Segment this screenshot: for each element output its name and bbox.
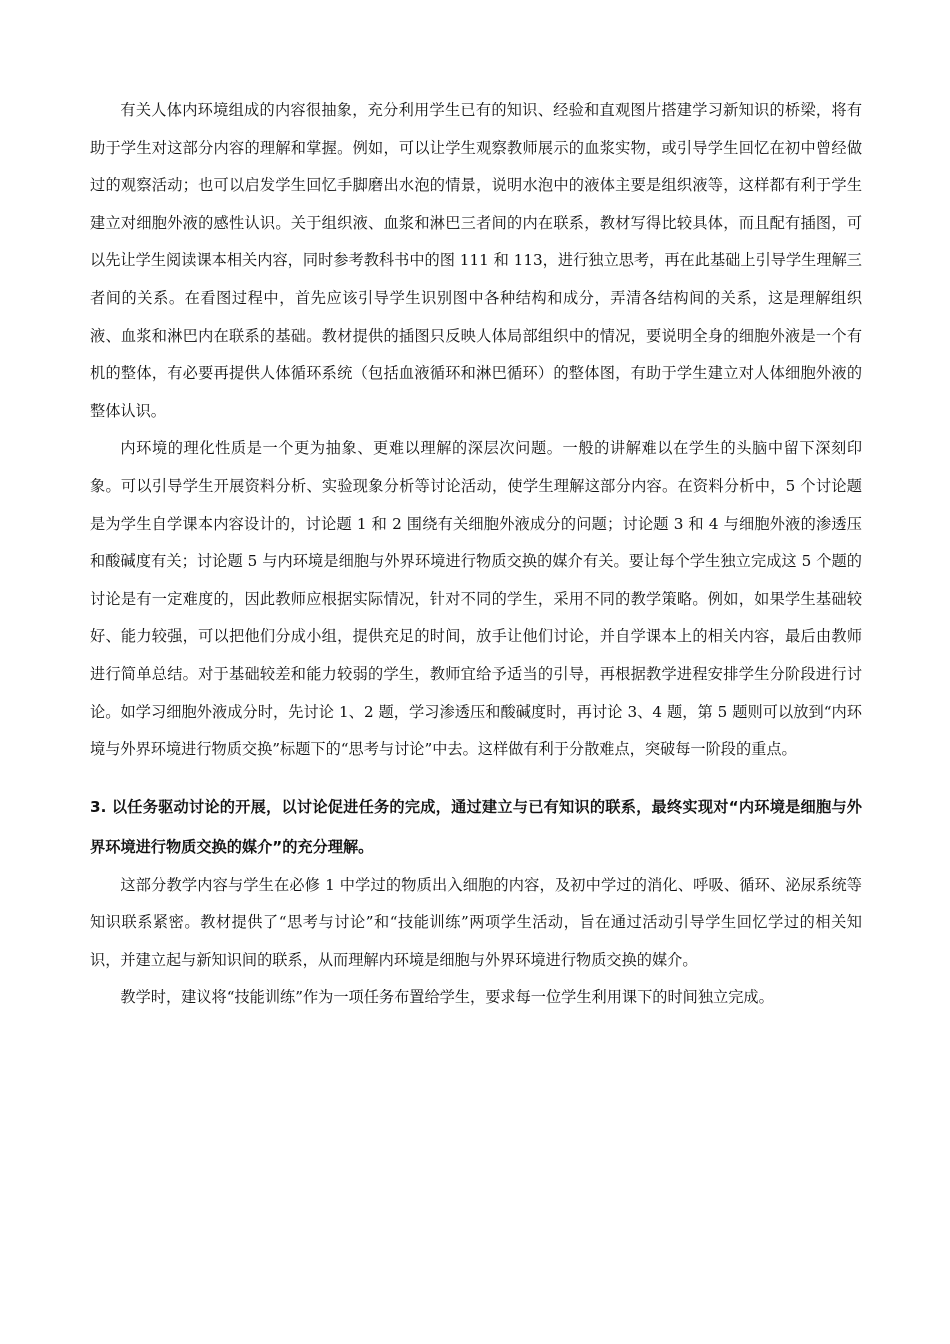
body-paragraph-physicochemical-properties: 内环境的理化性质是一个更为抽象、更难以理解的深层次问题。一般的讲解难以在学生的头脑中留下深刻印象。可以引导学生开展资料分析、实验现象分析等讨论活动，使学生理解这部分内容。在资料分析中，5 个讨论题是为学生自学课本内容设计的，讨论题 1 和 2 围绕有关细胞外液成分的问题；讨论题 3 和 4 与细胞外液的渗透压和酸碱度有关；讨论题 5 与内环境是细胞与外界环境进行物质交换的媒介有关。要让每个学生独立完成这 5 个题的讨论是有一定难度的，因此教师应根据实际情况，针对不同的学生，采用不同的教学策略。例如，如果学生基础较好、能力较强，可以把他们分成小组，提供充足的时间，放手让他们讨论，并自学课本上的相关内容，最后由教师进行简单总结。对于基础较差和能力较弱的学生，教师宜给予适当的引导，再根据教学进程安排学生分阶段进行讨论。如学习细胞外液成分时，先讨论 1、2 题，学习渗透压和酸碱度时，再讨论 3、4 题，第 5 题则可以放到“内环境与外界环境进行物质交换”标题下的“思考与讨论”中去。这样做有利于分散难点，突破每一阶段的重点。 (90, 439, 862, 759)
section-heading-3: 3. 以任务驱动讨论的开展，以讨论促进任务的完成，通过建立与已有知识的联系，最终实现对“内环境是细胞与外界环境进行物质交换的媒介”的充分理解。 (90, 797, 862, 856)
body-paragraph-internal-environment-composition: 有关人体内环境组成的内容很抽象，充分利用学生已有的知识、经验和直观图片搭建学习新知识的桥梁，将有助于学生对这部分内容的理解和掌握。例如，可以让学生观察教师展示的血浆实物，或引导学生回忆在初中曾经做过的观察活动；也可以启发学生回忆手脚磨出水泡的情景，说明水泡中的液体主要是组织液等，这样都有利于学生建立对细胞外液的感性认识。关于组织液、血浆和淋巴三者间的内在联系，教材写得比较具体，而且配有插图，可以先让学生阅读课本相关内容，同时参考教科书中的图 111 和 113，进行独立思考，再在此基础上引导学生理解三者间的关系。在看图过程中，首先应该引导学生识别图中各种结构和成分，弄清各结构间的关系，这是理解组织液、血浆和淋巴内在联系的基础。教材提供的插图只反映人体局部组织中的情况，要说明全身的细胞外液是一个有机的整体，有必要再提供人体循环系统（包括血液循环和淋巴循环）的整体图，有助于学生建立对人体细胞外液的整体认识。 (90, 101, 862, 420)
document-body (90, 92, 862, 1017)
body-paragraph-teaching-suggestion: 教学时，建议将“技能训练”作为一项任务布置给学生，要求每一位学生利用课下的时间独立完成。 (120, 988, 774, 1007)
body-paragraph-knowledge-connection: 这部分教学内容与学生在必修 1 中学过的物质出入细胞的内容，及初中学过的消化、呼吸、循环、泌尿系统等知识联系紧密。教材提供了“思考与讨论”和“技能训练”两项学生活动，旨在通过活动引导学生回忆学过的相关知识，并建立起与新知识间的联系，从而理解内环境是细胞与外界环境进行物质交换的媒介。 (90, 875, 862, 969)
